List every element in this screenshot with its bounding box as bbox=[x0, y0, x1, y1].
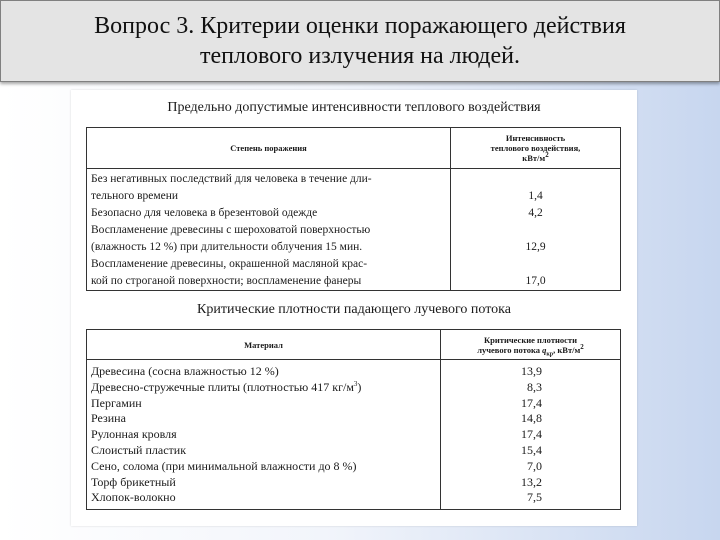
t1-r3-line1: кой по строганой поверхности; воспламенение фанеры bbox=[91, 275, 362, 287]
table1-col-header-damage: Степень поражения bbox=[87, 128, 451, 169]
t1-r2-line0: Воспламенение древесины с шероховатой поверхностью bbox=[91, 224, 371, 236]
t2-r8-material: Хлопок-волокно bbox=[91, 490, 176, 505]
t2-r3-value: 14,8 bbox=[521, 411, 542, 426]
t1-h2-line1: Интенсивность bbox=[505, 133, 566, 143]
slide-title bbox=[0, 0, 720, 82]
t2-r1-value: 8,3 bbox=[527, 379, 542, 394]
t2-h2-unit: , кВт/м bbox=[553, 344, 581, 355]
t2-r5-value: 15,4 bbox=[521, 442, 542, 457]
t2-r1-material: Древесно-стружечные плиты (плотностью 417 кг/м bbox=[91, 379, 354, 394]
t1-r0-line0: Без негативных последствий для человека в течение дли- bbox=[91, 173, 372, 185]
t2-r5-material: Слоистый пластик bbox=[91, 442, 187, 457]
table1-header-row bbox=[87, 128, 621, 169]
t2-h2-text: лучевого потока bbox=[477, 344, 540, 355]
t1-r1-line0: Безопасно для человека в брезентовой одежде bbox=[91, 207, 318, 219]
t2-r6-material: Сено, солома (при минимальной влажности до 8 %) bbox=[91, 458, 357, 473]
t1-r2-value: 12,9 bbox=[525, 241, 546, 253]
table1-heading: Предельно допустимые интенсивности теплового воздействия bbox=[167, 100, 541, 115]
t1-h2-unit-exp: 2 bbox=[545, 151, 549, 160]
t2-r0-value: 13,9 bbox=[521, 364, 542, 378]
table2-header-row bbox=[87, 330, 621, 360]
t1-r3-value: 17,0 bbox=[525, 275, 546, 287]
table1-cell-damage bbox=[87, 169, 451, 291]
t2-h2-symbol-sub: кр bbox=[546, 351, 554, 358]
t2-h2-line2 bbox=[443, 342, 618, 358]
t2-r6-value: 7,0 bbox=[527, 458, 542, 473]
t2-r1-material-end: ) bbox=[357, 379, 362, 394]
table1-col-header-intensity bbox=[451, 128, 621, 169]
t2-r2-material: Пергамин bbox=[91, 395, 142, 410]
table1-cell-values bbox=[451, 169, 621, 291]
table2-col-header-material: Материал bbox=[87, 330, 441, 360]
t2-r7-value: 13,2 bbox=[521, 474, 542, 489]
t2-r4-material: Рулонная кровля bbox=[91, 427, 177, 442]
critical-flux-table bbox=[86, 329, 621, 510]
t2-r8-value: 7,5 bbox=[527, 490, 542, 505]
table2-cell-values bbox=[441, 360, 621, 510]
t2-r7-material: Торф брикетный bbox=[91, 474, 176, 489]
title-line-2: теплового излучения на людей. bbox=[199, 43, 520, 69]
t1-r3-line0: Воспламенение древесины, окрашенной масляной крас- bbox=[91, 258, 368, 270]
t1-r2-line1: (влажность 12 %) при длительности облучения 15 мин. bbox=[91, 241, 363, 253]
t2-r1-material-wrap bbox=[91, 380, 436, 396]
title-line-1: Вопрос 3. Критерии оценки поражающего действия bbox=[94, 13, 626, 39]
table2-col-header-flux bbox=[441, 330, 621, 360]
table-row bbox=[87, 169, 621, 291]
t2-r1-material-exp: 3 bbox=[353, 379, 358, 388]
t2-h2-unit-exp: 2 bbox=[580, 342, 584, 351]
t2-r3-material: Резина bbox=[91, 411, 126, 426]
t2-h2-line1: Критические плотности bbox=[484, 334, 577, 345]
heat-intensity-table bbox=[86, 127, 621, 291]
table2-heading: Критические плотности падающего лучевого потока bbox=[197, 302, 511, 317]
t1-r1-value: 4,2 bbox=[528, 207, 543, 219]
t2-r2-value: 17,4 bbox=[521, 395, 542, 410]
t1-h2-unit: кВт/м bbox=[522, 153, 546, 163]
t2-h2-symbol: q bbox=[542, 344, 547, 355]
t1-r0-line1: тельного времени bbox=[91, 190, 179, 202]
t1-h2-line3 bbox=[453, 153, 618, 163]
document-sheet bbox=[71, 90, 637, 526]
t1-h2-line2: теплового воздействия, bbox=[490, 143, 581, 153]
table2-cell-materials bbox=[87, 360, 441, 510]
t2-r0-material: Древесина (сосна влажностью 12 %) bbox=[91, 364, 279, 378]
t1-r0-value: 1,4 bbox=[528, 190, 543, 202]
t2-r4-value: 17,4 bbox=[521, 427, 542, 442]
table-row bbox=[87, 360, 621, 510]
